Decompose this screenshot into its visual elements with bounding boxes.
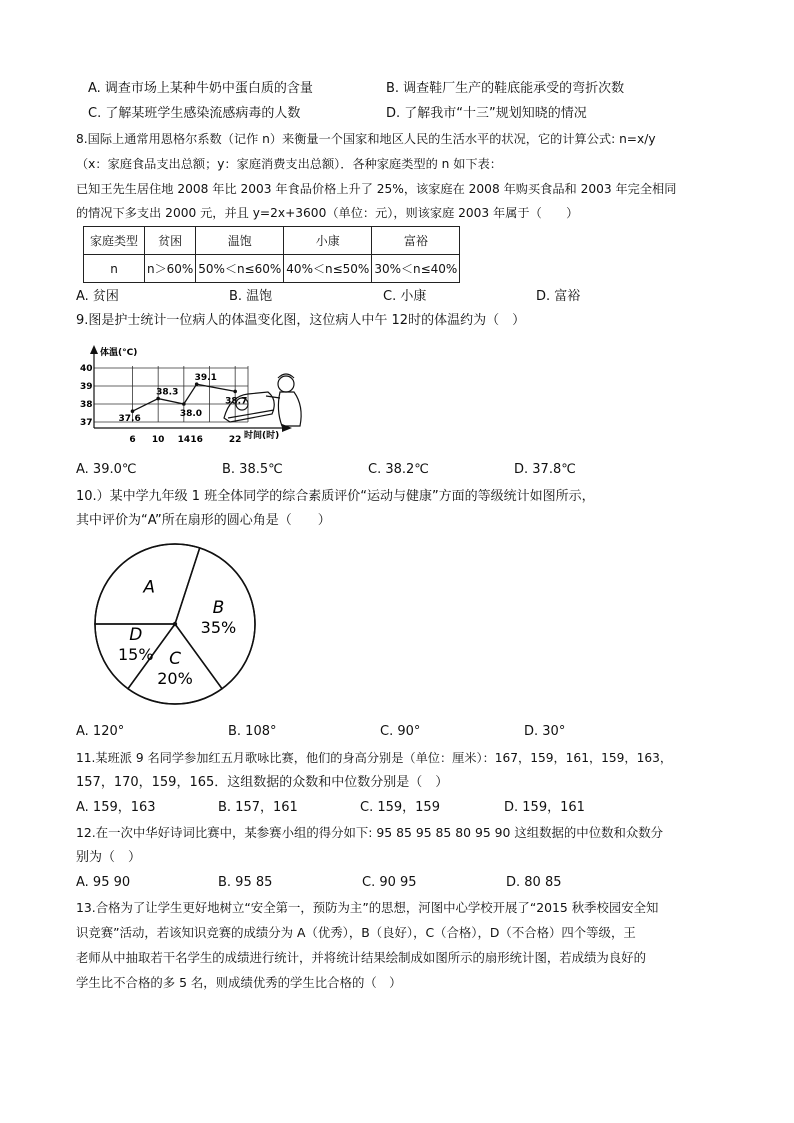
pie-label-d: D	[129, 624, 143, 645]
x-tick-label: 16	[190, 435, 203, 445]
q8-option-a: A. 贫困	[76, 289, 119, 304]
q11-option-c: C. 159，159	[360, 800, 440, 815]
q11-stem-line1: 11.某班派 9 名同学参加红五月歌咏比赛，他们的身高分别是（单位：厘米）：167，159，161，159，163，	[76, 751, 673, 765]
table-header-cell: 富裕	[372, 227, 460, 255]
grade-pie-chart	[90, 543, 260, 713]
table-cell: n	[84, 255, 145, 283]
y-tick-label: 38	[80, 400, 93, 410]
pie-percent-d: 15%	[118, 644, 154, 664]
table-row	[84, 255, 460, 283]
table-cell: 30%＜n≤40%	[372, 255, 460, 283]
table-cell: n＞60%	[145, 255, 196, 283]
pie-percent-b: 35%	[200, 618, 237, 638]
y-tick-label: 40	[80, 364, 93, 374]
q8-stem-line4: 的情况下多支出 2000 元，并且 y=2x+3600（单位：元），则该家庭 2003 年属于（ ）	[76, 206, 579, 220]
q10-option-c: C. 90°	[380, 724, 421, 739]
q10-option-d: D. 30°	[524, 724, 566, 739]
y-tick-label: 37	[80, 418, 93, 428]
q7-option-d: D. 了解我市“十三”规划知晓的情况	[386, 106, 587, 121]
data-label: 38.3	[156, 387, 179, 398]
q8-option-b: B. 温饱	[229, 289, 273, 304]
q9-option-c: C. 38.2℃	[368, 462, 429, 477]
q12-stem-line1: 12.在一次中华好诗词比赛中，某参赛小组的得分如下: 95 85 95 85 80 95 90 这组数据的中位数和众数分	[76, 825, 664, 840]
q12-option-b: B. 95 85	[218, 875, 273, 890]
y-tick-label: 39	[80, 382, 93, 392]
q7-option-c: C. 了解某班学生感染流感病毒的人数	[88, 106, 301, 121]
data-label: 37.6	[118, 414, 141, 425]
pie-center-dot	[173, 622, 177, 626]
y-axis-label: 体温(°C)	[100, 348, 138, 358]
x-tick-label: 14	[177, 435, 191, 445]
x-tick-label: 6	[129, 435, 136, 445]
q11-option-b: B. 157，161	[218, 800, 298, 815]
q8-option-c: C. 小康	[383, 289, 427, 304]
pie-label-c: C	[169, 649, 181, 669]
data-point	[182, 402, 186, 406]
q13-stem-line3: 老师从中抽取若干名学生的成绩进行统计，并将统计结果绘制成如图所示的扇形统计图，若成绩为良好的	[76, 950, 646, 965]
q13-stem-line2: 识竞赛”活动，若该知识竞赛的成绩分为 A（优秀），B（良好），C（合格），D（不合格）四个等级，王	[76, 925, 636, 940]
q9-option-d: D. 37.8℃	[514, 462, 576, 477]
nurse-patient-illustration	[222, 370, 306, 432]
q12-option-c: C. 90 95	[362, 875, 417, 890]
q9-option-a: A. 39.0℃	[76, 462, 137, 477]
table-header-cell: 贫困	[145, 227, 196, 255]
q8-stem-line1: 8.国际上通常用恩格尔系数（记作 n）来衡量一个国家和地区人民的生活水平的状况，它的计算公式: n=x/y	[76, 132, 656, 146]
q10-stem-line1: 10.）某中学九年级 1 班全体同学的综合素质评价“运动与健康”方面的等级统计如图所示，	[76, 489, 595, 504]
table-header-row	[84, 227, 460, 255]
q12-option-a: A. 95 90	[76, 875, 131, 890]
q9-option-b: B. 38.5℃	[222, 462, 283, 477]
q8-stem-line3: 已知王先生居住地 2008 年比 2003 年食品价格上升了 25%，该家庭在 2008 年购买食品和 2003 年完全相同	[76, 182, 677, 196]
q8-option-d: D. 富裕	[536, 289, 581, 304]
q12-stem-line2: 别为（ ）	[76, 850, 142, 865]
q11-option-d: D. 159，161	[504, 800, 585, 815]
q9-stem: 9.图是护士统计一位病人的体温变化图，这位病人中午 12时的体温约为（ ）	[76, 313, 526, 328]
q11-stem-line2: 157，170，159，165．这组数据的众数和中位数分别是（ ）	[76, 775, 449, 790]
data-label: 39.1	[194, 373, 217, 384]
q11-option-a: A. 159，163	[76, 800, 156, 815]
table-cell: 40%＜n≤50%	[284, 255, 372, 283]
q12-option-d: D. 80 85	[506, 875, 562, 890]
data-point	[131, 409, 135, 413]
x-axis-label: 时间(时)	[244, 431, 280, 441]
q7-option-a: A. 调查市场上某种牛奶中蛋白质的含量	[88, 81, 313, 96]
q10-option-b: B. 108°	[228, 724, 277, 739]
pie-percent-c: 20%	[157, 669, 193, 688]
q13-stem-line1: 13.合格为了让学生更好地树立“安全第一，预防为主”的思想，河图中心学校开展了“2015 秋季校园安全知	[76, 900, 659, 915]
pie-label-a: A	[143, 577, 155, 598]
x-tick-label: 10	[151, 435, 165, 445]
table-cell: 50%＜n≤60%	[196, 255, 284, 283]
q13-stem-line4: 学生比不合格的多 5 名，则成绩优秀的学生比合格的（ ）	[76, 975, 402, 990]
table-header-cell: 温饱	[196, 227, 284, 255]
engel-coefficient-table	[83, 226, 460, 283]
x-tick-label: 22	[228, 435, 242, 445]
table-header-cell: 家庭类型	[84, 227, 145, 255]
q10-option-a: A. 120°	[76, 724, 125, 739]
q10-stem-line2: 其中评价为“A”所在扇形的圆心角是（ ）	[76, 513, 331, 528]
y-axis-arrow	[90, 345, 98, 354]
pie-label-b: B	[212, 598, 225, 619]
data-label: 38.0	[179, 409, 203, 419]
q7-option-b: B. 调查鞋厂生产的鞋底能承受的弯折次数	[386, 81, 625, 96]
data-label: 38.7	[225, 396, 248, 407]
table-header-cell: 小康	[284, 227, 372, 255]
q8-stem-line2: （x：家庭食品支出总额；y：家庭消费支出总额）．各种家庭类型的 n 如下表：	[76, 157, 502, 171]
